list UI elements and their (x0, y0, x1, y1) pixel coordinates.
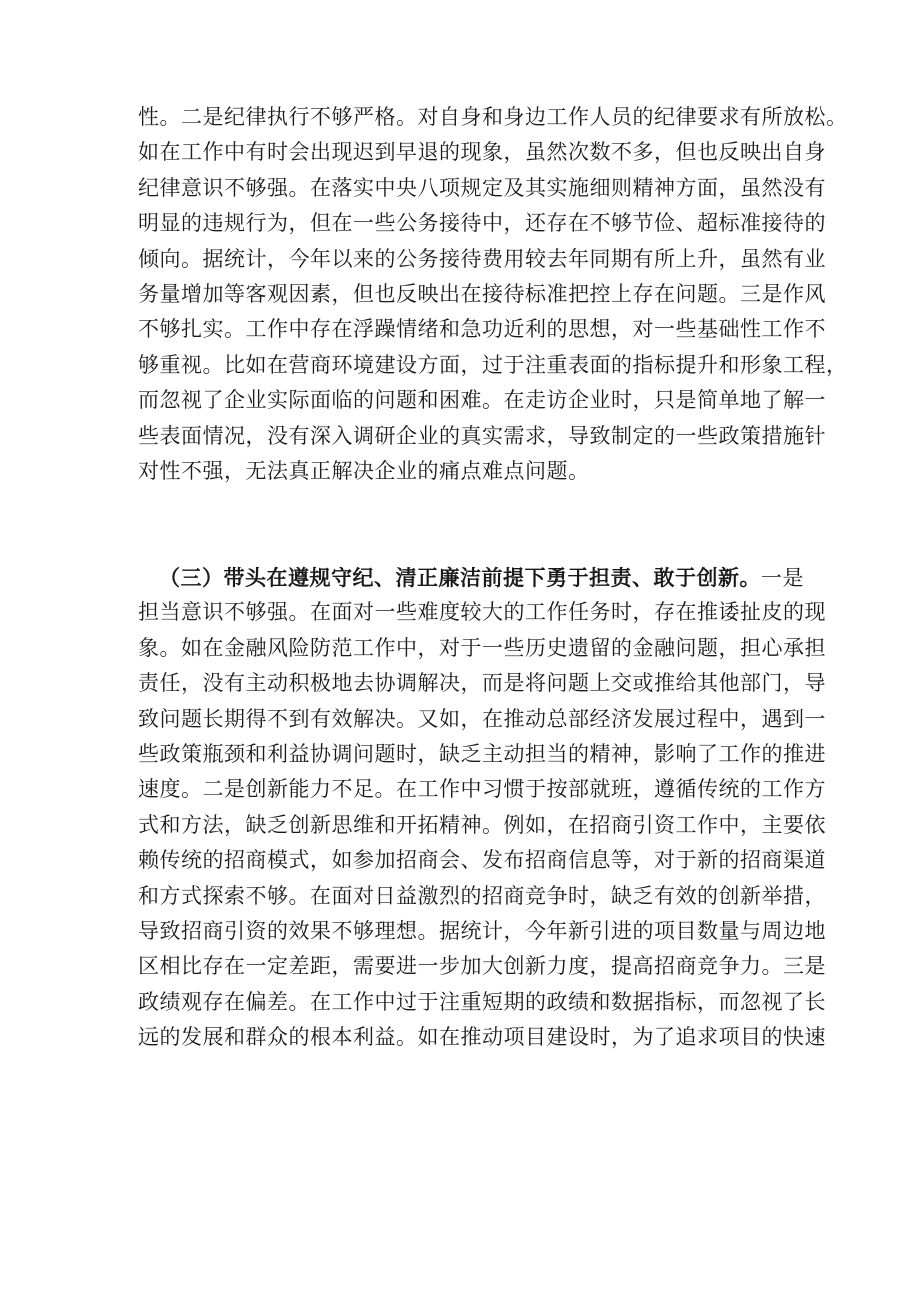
text-line: 远的发展和群众的根本利益。如在推动项目建设时，为了追求项目的快速 (138, 1025, 826, 1050)
text-line: 够重视。比如在营商环境建设方面，过于注重表面的指标提升和形象工程， (138, 352, 848, 377)
text-line: 区相比存在一定差距，需要进一步加大创新力度，提高招商竞争力。三是 (138, 954, 826, 979)
text-line: 而忽视了企业实际面临的问题和困难。在走访企业时，只是简单地了解一 (138, 388, 826, 413)
paragraph-responsibility-innovation (138, 560, 826, 1055)
paragraph-discipline-style (138, 100, 848, 489)
section-heading-rest: 一是 (761, 566, 804, 590)
text-line: 纪律意识不够强。在落实中央八项规定及其实施细则精神方面，虽然没有 (138, 175, 826, 200)
text-line: 和方式探索不够。在面对日益激烈的招商竞争时，缺乏有效的创新举措， (138, 883, 826, 908)
text-line: 政绩观存在偏差。在工作中过于注重短期的政绩和数据指标，而忽视了长 (138, 989, 826, 1014)
text-line: 些表面情况，没有深入调研企业的真实需求，导致制定的一些政策措施针 (138, 423, 826, 448)
text-line: 担当意识不够强。在面对一些难度较大的工作任务时，存在推诿扯皮的现 (138, 600, 826, 625)
text-line: 速度。二是创新能力不足。在工作中习惯于按部就班，遵循传统的工作方 (138, 777, 826, 802)
text-line: 些政策瓶颈和利益协调问题时，缺乏主动担当的精神，影响了工作的推进 (138, 741, 826, 766)
text-line: 倾向。据统计，今年以来的公务接待费用较去年同期有所上升，虽然有业 (138, 246, 826, 271)
text-line: 明显的违规行为，但在一些公务接待中，还存在不够节俭、超标准接待的 (138, 211, 826, 236)
text-line: 式和方法，缺乏创新思维和开拓精神。例如，在招商引资工作中，主要依 (138, 812, 826, 837)
section-heading-line (138, 560, 804, 595)
text-line: 致问题长期得不到有效解决。又如，在推动总部经济发展过程中，遇到一 (138, 706, 826, 731)
text-line: 性。二是纪律执行不够严格。对自身和身边工作人员的纪律要求有所放松。 (138, 105, 848, 129)
text-line: 责任，没有主动积极地去协调解决，而是将问题上交或推给其他部门，导 (138, 671, 826, 696)
text-line: 不够扎实。工作中存在浮躁情绪和急功近利的思想，对一些基础性工作不 (138, 317, 826, 342)
text-line: 赖传统的招商模式，如参加招商会、发布招商信息等，对于新的招商渠道 (138, 848, 826, 873)
text-line: 务量增加等客观因素，但也反映出在接待标准把控上存在问题。三是作风 (138, 281, 826, 306)
text-line: 象。如在金融风险防范工作中，对于一些历史遗留的金融问题，担心承担 (138, 635, 826, 660)
text-line: 导致招商引资的效果不够理想。据统计，今年新引进的项目数量与周边地 (138, 918, 826, 943)
text-line: 对性不强，无法真正解决企业的痛点难点问题。 (138, 458, 590, 483)
text-line: 如在工作中有时会出现迟到早退的现象，虽然次数不多，但也反映出自身 (138, 140, 826, 165)
section-heading: （三）带头在遵规守纪、清正廉洁前提下勇于担责、敢于创新。 (159, 565, 761, 590)
